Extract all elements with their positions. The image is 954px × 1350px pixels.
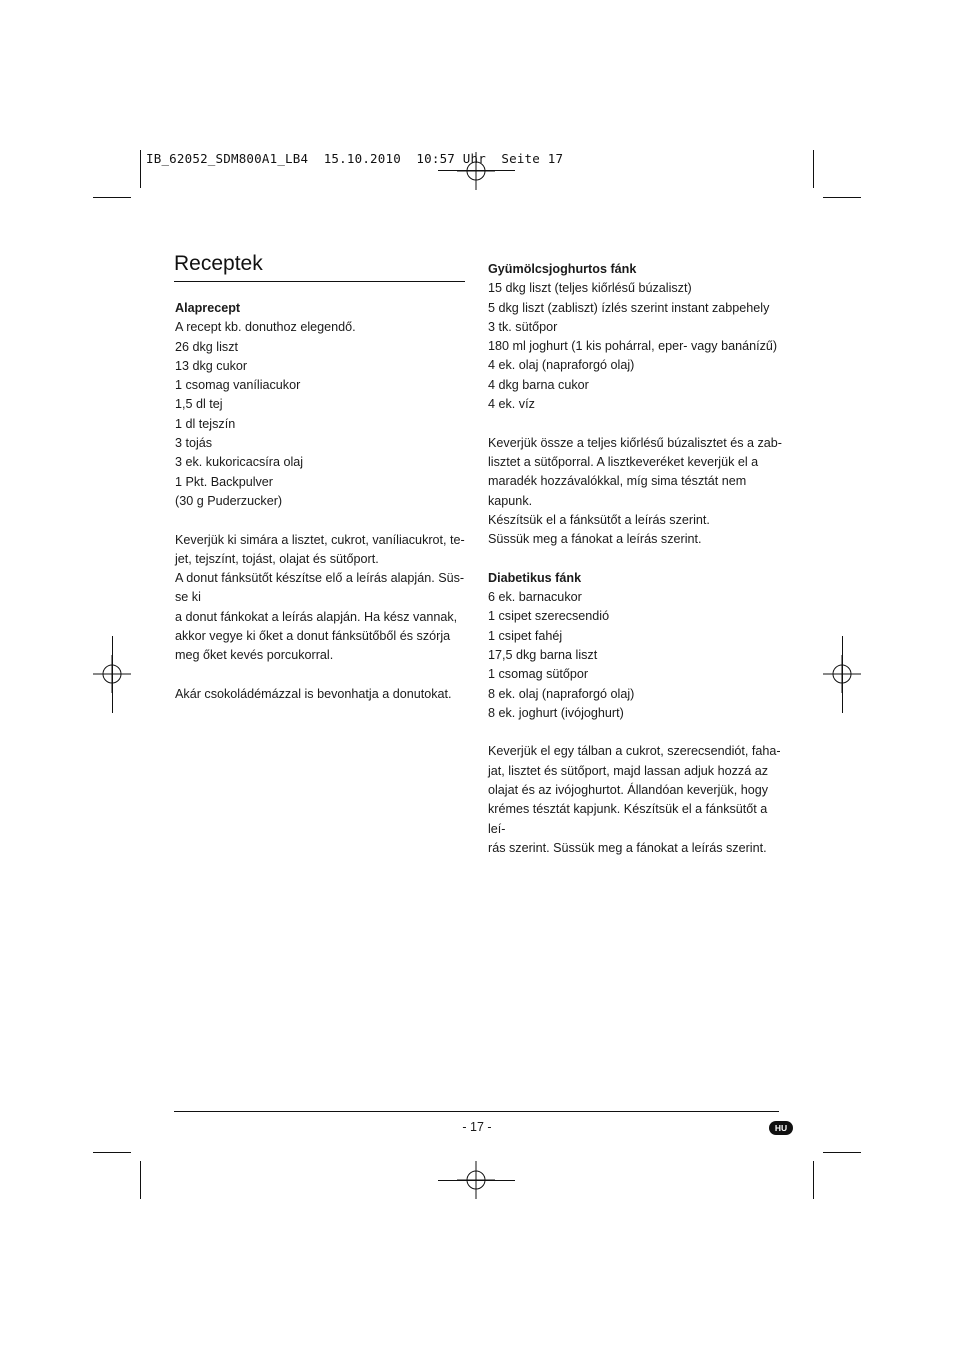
instructions-paragraph: [175, 531, 467, 666]
list-item: 1 csipet fahéj: [488, 628, 563, 643]
recipe-heading: Gyümölcsjoghurtos fánk: [488, 262, 637, 276]
list-item: 1 dl tejszín: [175, 416, 236, 431]
list-item: 26 dkg liszt: [175, 339, 238, 354]
list-item: 8 ek. joghurt (ivójoghurt): [488, 705, 624, 720]
registration-line: [438, 170, 515, 171]
crop-mark: [813, 150, 814, 188]
list-item: 4 dkg barna cukor: [488, 377, 589, 392]
list-item: 3 tk. sütőpor: [488, 319, 558, 334]
language-badge: HU: [769, 1121, 793, 1135]
list-item: (30 g Puderzucker): [175, 493, 283, 508]
list-item: 17,5 dkg barna liszt: [488, 647, 598, 662]
ingredient-list: [175, 318, 467, 511]
list-item: 6 ek. barnacukor: [488, 590, 582, 605]
list-item: 15 dkg liszt (teljes kiőrlésű búzaliszt): [488, 281, 692, 296]
right-column: [488, 260, 782, 858]
title-underline: [174, 281, 465, 282]
text-line: olajat és az ivójoghurtot. Állandóan keverjük, hogy: [488, 783, 769, 798]
recipe-heading: Alaprecept: [175, 301, 241, 315]
ingredient-list: [488, 279, 782, 414]
instructions-paragraph: [488, 434, 782, 550]
list-item: 4 ek. olaj (napraforgó olaj): [488, 358, 635, 373]
instructions-paragraph: [488, 742, 782, 858]
recipe-heading: Diabetikus fánk: [488, 570, 582, 585]
text-line: se ki: [175, 590, 201, 605]
text-line: Keverjük ki simára a lisztet, cukrot, vaníliacukrot, te-: [175, 532, 465, 547]
list-item: 180 ml joghurt (1 kis pohárral, eper- vagy banánízű): [488, 339, 778, 354]
text-line: rás szerint. Süssük meg a fánokat a leírás szerint.: [488, 840, 767, 855]
list-item: 5 dkg liszt (zabliszt) ízlés szerint instant zabpehely: [488, 300, 770, 315]
list-item: 1 csomag vaníliacukor: [175, 378, 301, 393]
list-item: 3 ek. kukoricacsíra olaj: [175, 455, 304, 470]
list-item: 1 csipet szerecsendió: [488, 609, 610, 624]
text-line: a donut fánkokat a leírás alapján. Ha kész vannak,: [175, 609, 458, 624]
text-line: akkor vegye ki őket a donut fánksütőből és szórja: [175, 629, 451, 644]
text-line: krémes tésztát kapjunk. Készítsük el a fánksütőt a leí-: [488, 802, 768, 836]
text-line: jat, lisztet és sütőport, majd lassan adjuk hozzá az: [488, 763, 769, 778]
crop-mark: [813, 1161, 814, 1199]
text-line: jet, tejszínt, tojást, olajat és sütőport.: [175, 551, 379, 566]
crop-mark: [93, 197, 131, 198]
crop-mark: [93, 1152, 131, 1153]
list-item: 4 ek. víz: [488, 397, 535, 412]
text-line: lisztet a sütőporral. A lisztkeveréket keverjük el a: [488, 454, 759, 469]
crop-mark: [140, 1161, 141, 1199]
text-line: Készítsük el a fánksütőt a leírás szerint.: [488, 512, 710, 527]
list-item: 8 ek. olaj (napraforgó olaj): [488, 686, 635, 701]
text-line: meg őket kevés porcukorral.: [175, 648, 334, 663]
text-line: Keverjük össze a teljes kiőrlésű búzalisztet és a zab-: [488, 435, 782, 450]
text-line: A donut fánksütőt készítse elő a leírás alapján. Süs-: [175, 571, 465, 586]
footer-rule: [174, 1111, 779, 1112]
list-item: 1,5 dl tej: [175, 397, 223, 412]
list-item: 3 tojás: [175, 436, 213, 451]
page-title: Receptek: [174, 252, 263, 275]
crop-mark: [823, 1152, 861, 1153]
list-item: 1 csomag sütőpor: [488, 667, 589, 682]
print-slug: IB_62052_SDM800A1_LB4 15.10.2010 10:57 Uhr Seite 17: [146, 151, 564, 166]
left-column: [175, 299, 467, 704]
crop-mark: [823, 197, 861, 198]
text-line: maradék hozzávalókkal, míg sima tésztát nem kapunk.: [488, 474, 747, 508]
list-item: 1 Pkt. Backpulver: [175, 474, 273, 489]
list-item: 13 dkg cukor: [175, 358, 248, 373]
list-item: A recept kb. donuthoz elegendő.: [175, 320, 356, 335]
text-line: Süssük meg a fánokat a leírás szerint.: [488, 532, 702, 547]
ingredient-list: [488, 588, 782, 723]
note-paragraph: Akár csokoládémázzal is bevonhatja a donutokat.: [175, 686, 452, 701]
registration-line: [112, 636, 113, 713]
page-number: - 17 -: [462, 1120, 492, 1134]
crop-mark: [140, 150, 141, 188]
text-line: Keverjük el egy tálban a cukrot, szerecsendiót, faha-: [488, 744, 781, 759]
registration-line: [438, 1180, 515, 1181]
registration-line: [842, 636, 843, 713]
